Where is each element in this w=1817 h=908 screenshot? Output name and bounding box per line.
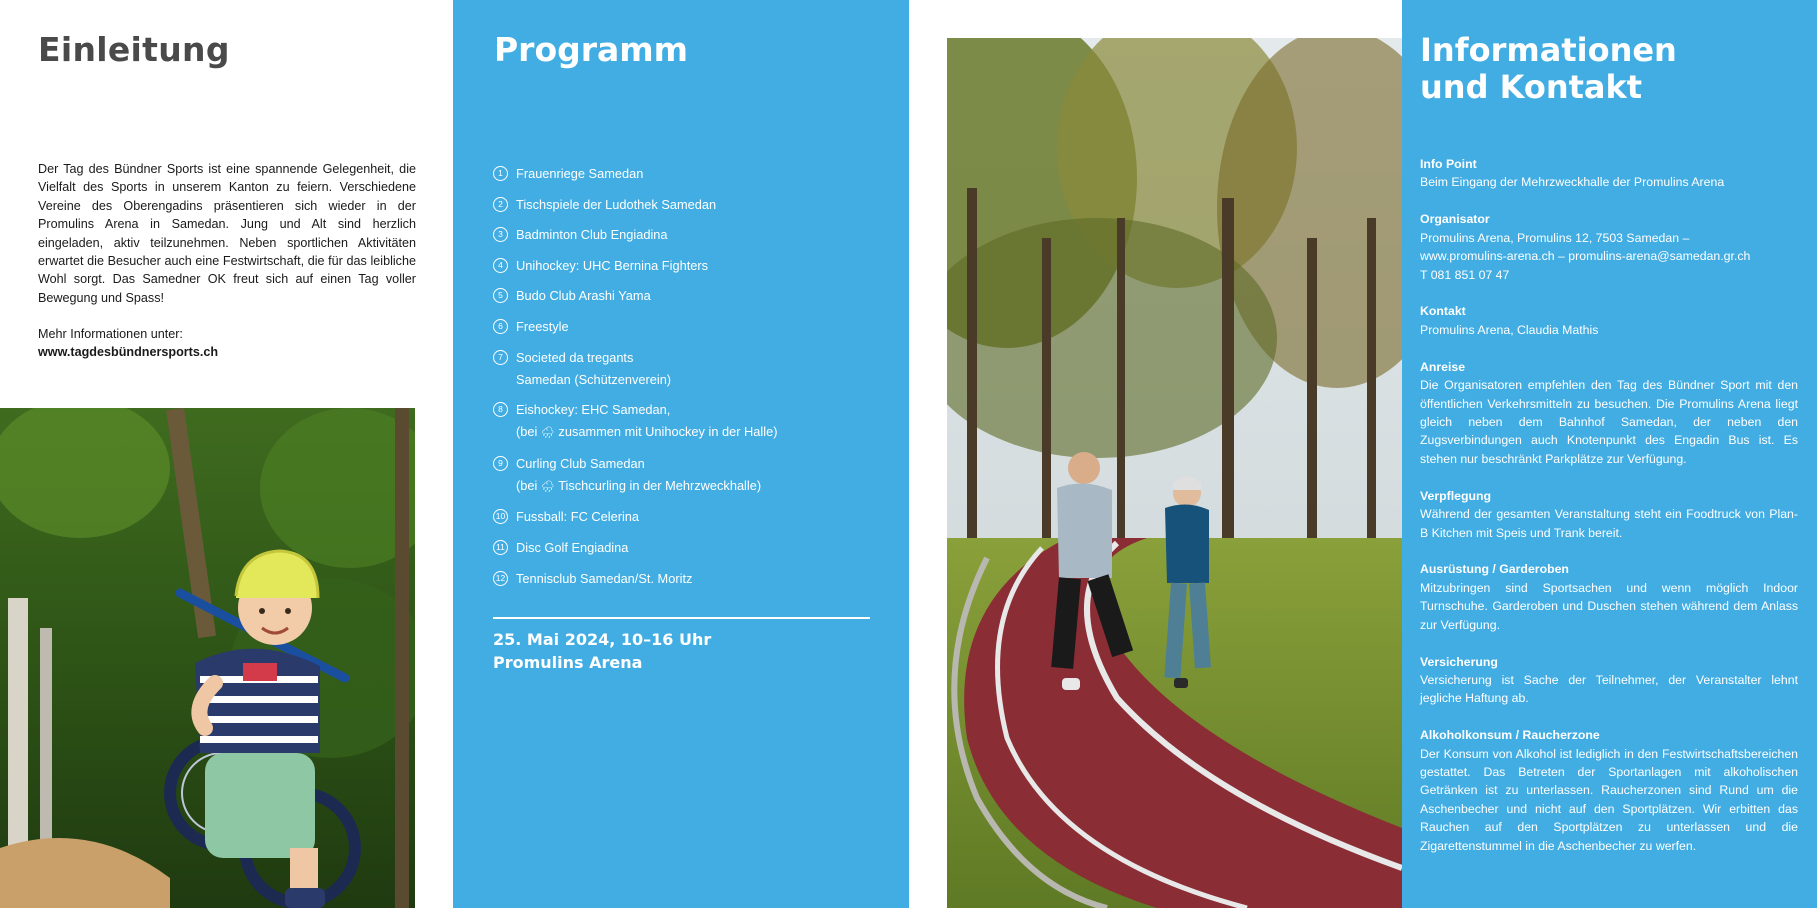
number-circle-icon: 8 (493, 402, 508, 417)
program-item: 7 Societed da tregants Samedan (Schützenverein) (493, 347, 883, 391)
number-circle-icon: 6 (493, 319, 508, 334)
kontakt-section: Kontakt Promulins Arena, Claudia Mathis (1420, 304, 1599, 337)
intro-text: Der Tag des Bündner Sports ist eine spannende Gelegenheit, die Vielfalt des Sports in unserem Kanton zu feiern. Verschiedene Vereine des Oberengadins präsentieren sich wieder in der Promulins Arena in Samedan. Jung und Alt sind herzlich eingeladen, aktiv teilzunehmen. Neben sportlichen Aktivitäten erwartet die Besucher auch eine Festwirtschaft, die für das leibliche Wohl sorgt. Das Samedner OK freut sich auf einen Tag voller Bewegung und Spass! (38, 162, 416, 305)
organisator-section: Organisator Promulins Arena, Promulins 12, 7503 Samedan – www.promulins-arena.ch – promulins-arena@samedan.gr.ch T 081 851 07 47 (1420, 212, 1751, 282)
intro-more-label: Mehr Informationen unter: (38, 327, 183, 341)
program-item: 11 Disc Golf Engiadina (493, 537, 883, 559)
number-circle-icon: 1 (493, 166, 508, 181)
verpflegung-section: Verpflegung Während der gesamten Veranstaltung steht ein Foodtruck von Plan-B Kitchen mit Speis und Trank bereit. (1420, 488, 1798, 540)
anreise-section: Anreise Die Organisatoren empfehlen den Tag des Bündner Sport mit den öffentlichen Verkehrsmitteln zu besuchen. Die Promulins Arena liegt gleich neben dem Bahnhof Samedan, der neben den Zugsverbindungen auch Knotenpunkt des Engadin Bus ist. Es stehen nur beschränkt Parkplätze zur Verfügung. (1420, 359, 1798, 466)
ausruestung-section: Ausrüstung / Garderoben Mitzubringen sind Sportsachen und wenn möglich Indoor Turnschuhe. Garderoben und Duschen stehen während dem Anlass zur Verfügung. (1420, 562, 1798, 632)
number-circle-icon: 9 (493, 456, 508, 471)
intro-more-url[interactable]: www.tagdesbündnersports.ch (38, 345, 219, 360)
intro-more-info (38, 325, 416, 362)
program-item: 8 Eishockey: EHC Samedan, (bei 🌧 zusammen mit Unihockey in der Halle) (493, 399, 883, 444)
intro-title: Einleitung (38, 30, 230, 69)
number-circle-icon: 4 (493, 258, 508, 273)
info-point-section: Info Point Beim Eingang der Mehrzweckhalle der Promulins Arena (1420, 157, 1725, 190)
number-circle-icon: 7 (493, 350, 508, 365)
program-item: 5 Budo Club Arashi Yama (493, 285, 883, 307)
program-item: 3 Badminton Club Engiadina (493, 224, 883, 246)
number-circle-icon: 3 (493, 227, 508, 242)
rain-cloud-icon: 🌧 (540, 427, 555, 440)
program-item: 6 Freestyle (493, 316, 883, 338)
number-circle-icon: 12 (493, 571, 508, 586)
program-venue: Promulins Arena (493, 653, 643, 672)
program-date-venue (493, 628, 711, 674)
versicherung-section: Versicherung Versicherung ist Sache der Teilnehmer, der Veranstalter lehnt jegliche Haftung ab. (1420, 654, 1798, 706)
number-circle-icon: 11 (493, 540, 508, 555)
program-item: 1 Frauenriege Samedan (493, 163, 883, 185)
program-list (493, 163, 883, 598)
runners-photo (947, 38, 1402, 908)
program-item: 2 Tischspiele der Ludothek Samedan (493, 194, 883, 216)
program-item: 9 Curling Club Samedan (bei 🌧 Tischcurling in der Mehrzweckhalle) (493, 453, 883, 498)
kid-on-bike-photo (0, 408, 415, 908)
program-date: 25. Mai 2024, 10–16 Uhr (493, 630, 712, 649)
info-sections (1420, 155, 1798, 874)
program-item: 12 Tennisclub Samedan/St. Moritz (493, 568, 883, 590)
program-divider (493, 617, 870, 619)
info-title: Informationen und Kontakt (1420, 31, 1677, 106)
program-item: 4 Unihockey: UHC Bernina Fighters (493, 255, 883, 277)
program-column (453, 0, 909, 908)
rain-cloud-icon: 🌧 (540, 480, 555, 493)
number-circle-icon: 5 (493, 288, 508, 303)
number-circle-icon: 10 (493, 509, 508, 524)
alkohol-section: Alkoholkonsum / Raucherzone Der Konsum von Alkohol ist lediglich in den Festwirtschaftsbereichen gestattet. Das Betreten der Sportanlagen mit alkoholischen Getränken ist zu unterlassen. Raucherzonen sind Rund um die Aschenbecher und nicht auf den Sportplätzen. Wir erbitten das Rauchen auf den Sportplätzen zu unterlassen und die Zigarettenstummel in die Aschenbecher zu werfen. (1420, 728, 1798, 853)
program-item: 10 Fussball: FC Celerina (493, 506, 883, 528)
number-circle-icon: 2 (493, 197, 508, 212)
info-column (1402, 0, 1817, 908)
program-title: Programm (494, 30, 689, 69)
